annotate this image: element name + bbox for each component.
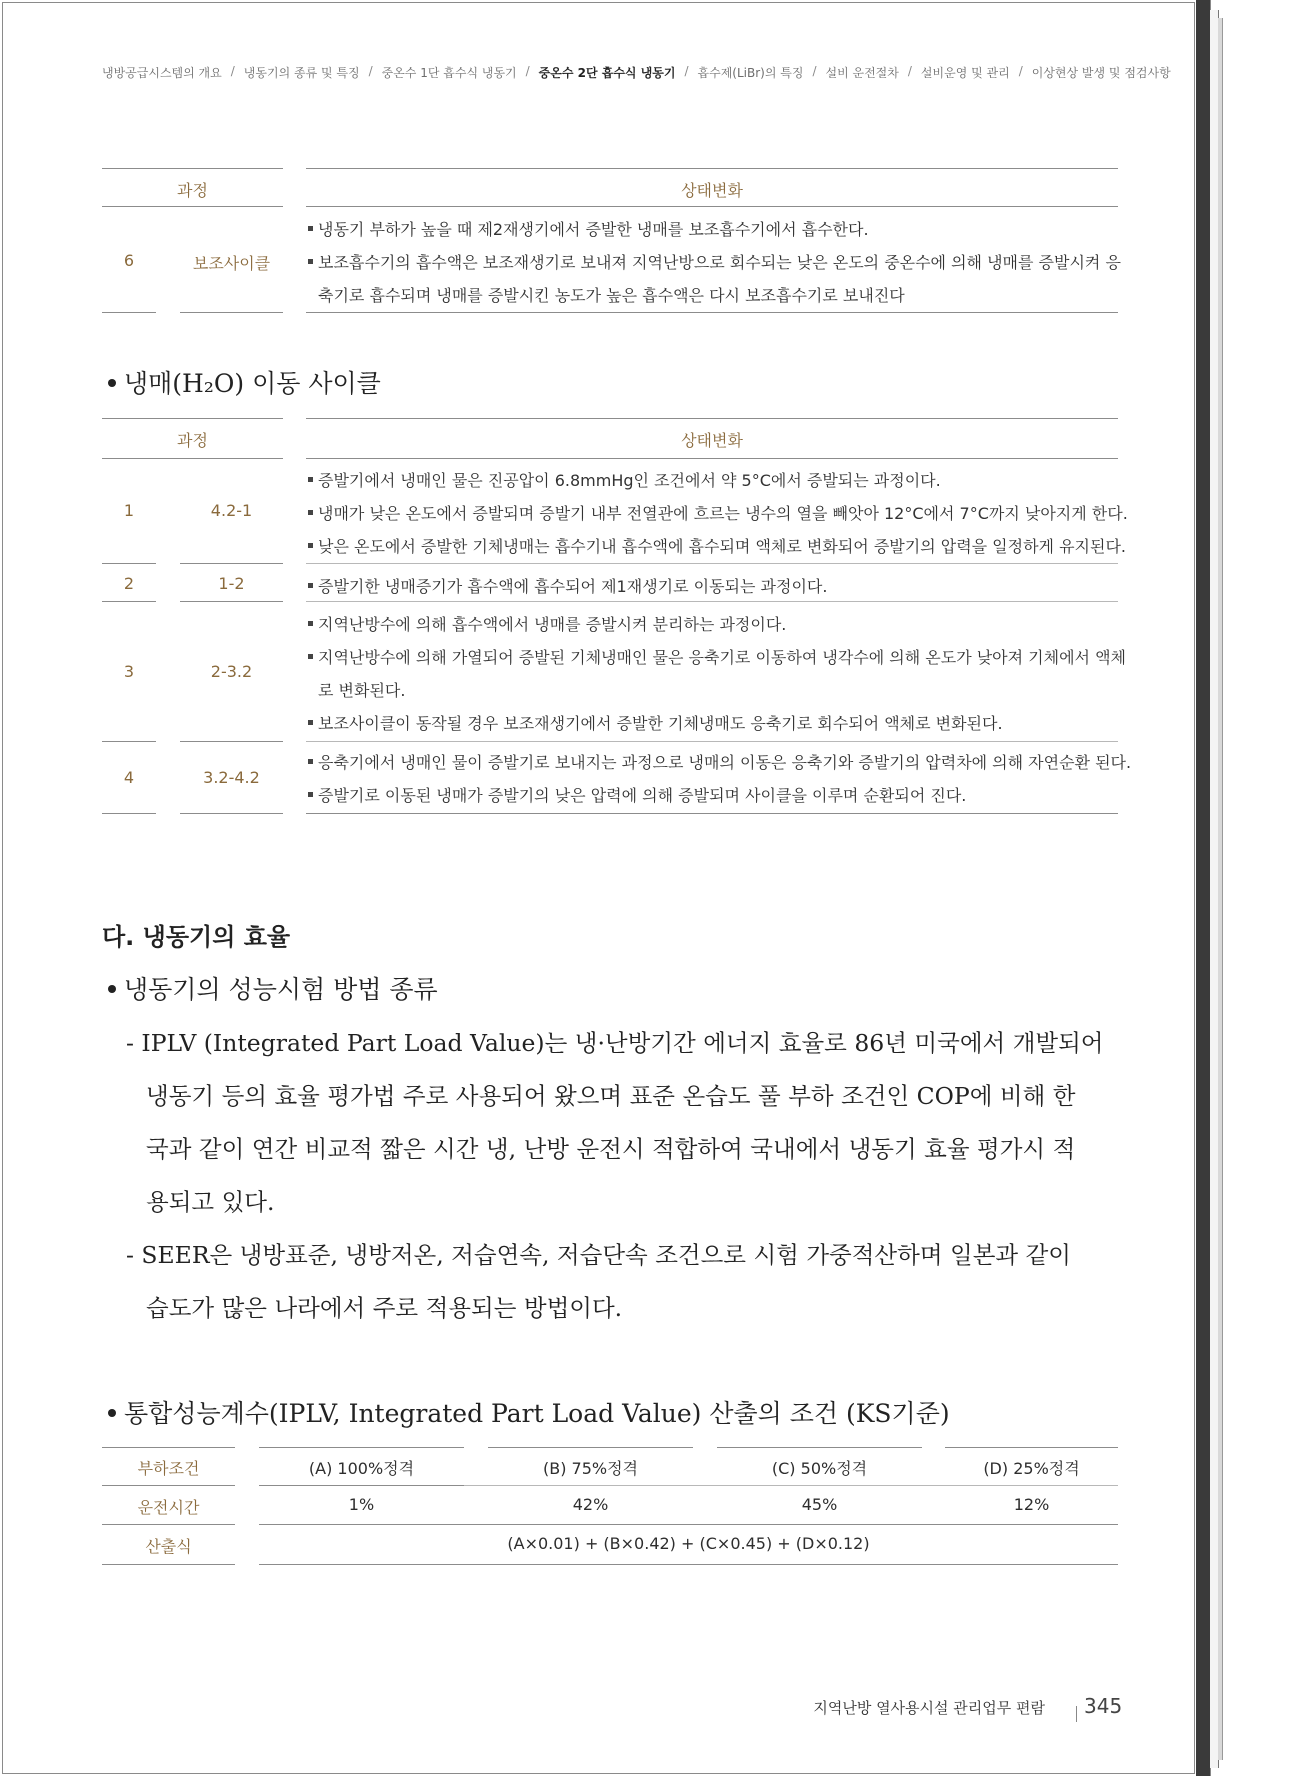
row-number: 1	[123, 501, 135, 520]
breadcrumb-item[interactable]: 설비운영 및 관리	[920, 66, 1010, 80]
row-process-name: 보조사이클	[192, 254, 271, 273]
column-load-b: (B) 75%정격	[542, 1459, 639, 1478]
hours-b: 42%	[572, 1495, 609, 1514]
change-line: 지역난방수에 의해 가열되어 증발된 기체냉매인 물은 응축기로 이동하여 냉각수에 의해 온도가 낮아져 기체에서 액체	[308, 645, 1126, 668]
page-number: 345	[1084, 1694, 1123, 1718]
breadcrumb-separator: /	[812, 64, 817, 78]
row-process-name: 4.2-1	[210, 501, 253, 520]
change-line: 낮은 온도에서 증발한 기체냉매는 흡수기내 흡수액에 흡수되며 액체로 변화되어 증발기의 압력을 일정하게 유지된다.	[308, 534, 1126, 557]
change-line: 증발기에서 냉매인 물은 진공압이 6.8mmHg인 조건에서 약 5°C에서 증발되는 과정이다.	[308, 468, 941, 491]
section-heading-efficiency: 다. 냉동기의 효율	[102, 923, 291, 951]
table-header-change: 상태변화	[681, 431, 743, 450]
footer-title: 지역난방 열사용시설 관리업무 편람	[813, 1699, 1045, 1717]
breadcrumb	[102, 64, 1171, 81]
column-load-a: (A) 100%정격	[308, 1459, 415, 1478]
breadcrumb-item[interactable]: 이상현상 발생 및 점검사항	[1031, 66, 1171, 80]
change-line: 응축기에서 냉매인 물이 증발기로 보내지는 과정으로 냉매의 이동은 응축기와 증발기의 압력차에 의해 자연순환 된다.	[308, 750, 1131, 773]
breadcrumb-item[interactable]: 흡수제(LiBr)의 특징	[697, 66, 804, 80]
table-header-process: 과정	[177, 431, 208, 450]
breadcrumb-item[interactable]: 설비 운전절차	[825, 66, 899, 80]
section-refrigerant-cycle: 냉매(H₂O) 이동 사이클	[108, 364, 381, 400]
column-load-c: (C) 50%정격	[771, 1459, 868, 1478]
book-page-edge-inner	[1218, 18, 1223, 1760]
breadcrumb-item[interactable]: 중온수 1단 흡수식 냉동기	[381, 66, 517, 80]
row-process-name: 2-3.2	[210, 662, 253, 681]
formula: (A×0.01) + (B×0.42) + (C×0.45) + (D×0.12)	[507, 1534, 870, 1553]
hours-c: 45%	[801, 1495, 838, 1514]
change-line: 보조흡수기의 흡수액은 보조재생기로 보내져 지역난방으로 회수되는 낮은 온도의 중온수에 의해 냉매를 증발시켜 응	[308, 250, 1121, 273]
breadcrumb-separator: /	[368, 64, 373, 78]
breadcrumb-item[interactable]: 냉방공급시스템의 개요	[102, 66, 222, 80]
breadcrumb-separator: /	[1018, 64, 1023, 78]
book-edge-shadow	[1196, 0, 1211, 1776]
row-label-load: 부하조건	[137, 1459, 200, 1478]
change-line: 지역난방수에 의해 흡수액에서 냉매를 증발시켜 분리하는 과정이다.	[308, 612, 786, 635]
row-process-name: 3.2-4.2	[203, 768, 260, 787]
change-line: 증발기로 이동된 냉매가 증발기의 낮은 압력에 의해 증발되며 사이클을 이루며 순환되어 진다.	[308, 783, 966, 806]
hours-d: 12%	[1013, 1495, 1050, 1514]
table-header-process: 과정	[177, 181, 208, 200]
footer-divider	[1076, 1706, 1077, 1722]
breadcrumb-separator: /	[525, 64, 530, 78]
change-line-cont: 로 변화된다.	[318, 681, 406, 700]
row-number: 3	[123, 662, 135, 681]
column-load-d: (D) 25%정격	[983, 1459, 1080, 1478]
section-iplv-conditions: 통합성능계수(IPLV, Integrated Part Load Value) 산출의 조건 (KS기준)	[108, 1394, 950, 1430]
row-number: 2	[123, 574, 135, 593]
breadcrumb-item[interactable]: 냉동기의 종류 및 특징	[243, 66, 360, 80]
change-line: 증발기한 냉매증기가 흡수액에 흡수되어 제1재생기로 이동되는 과정이다.	[308, 574, 827, 597]
row-number: 6	[123, 251, 135, 270]
change-line: 냉매가 낮은 온도에서 증발되며 증발기 내부 전열관에 흐르는 냉수의 열을 빼앗아 12°C에서 7°C까지 낮아지게 한다.	[308, 501, 1128, 524]
hours-a: 1%	[348, 1495, 375, 1514]
breadcrumb-separator: /	[684, 64, 689, 78]
row-label-formula: 산출식	[145, 1537, 192, 1556]
breadcrumb-item[interactable]: 중온수 2단 흡수식 냉동기	[538, 66, 676, 80]
row-label-hours: 운전시간	[137, 1498, 200, 1517]
change-line-cont: 축기로 흡수되며 냉매를 증발시킨 농도가 높은 흡수액은 다시 보조흡수기로 보내진다	[318, 286, 905, 305]
table-header-change: 상태변화	[681, 181, 743, 200]
breadcrumb-separator: /	[230, 64, 235, 78]
row-process-name: 1-2	[218, 574, 245, 593]
change-line: 냉동기 부하가 높을 때 제2재생기에서 증발한 냉매를 보조흡수기에서 흡수한다.	[308, 217, 869, 240]
row-number: 4	[123, 768, 135, 787]
section-test-methods: 냉동기의 성능시험 방법 종류	[108, 970, 438, 1006]
change-line: 보조사이클이 동작될 경우 보조재생기에서 증발한 기체냉매도 응축기로 회수되어 액체로 변화된다.	[308, 711, 1003, 734]
breadcrumb-separator: /	[907, 64, 912, 78]
